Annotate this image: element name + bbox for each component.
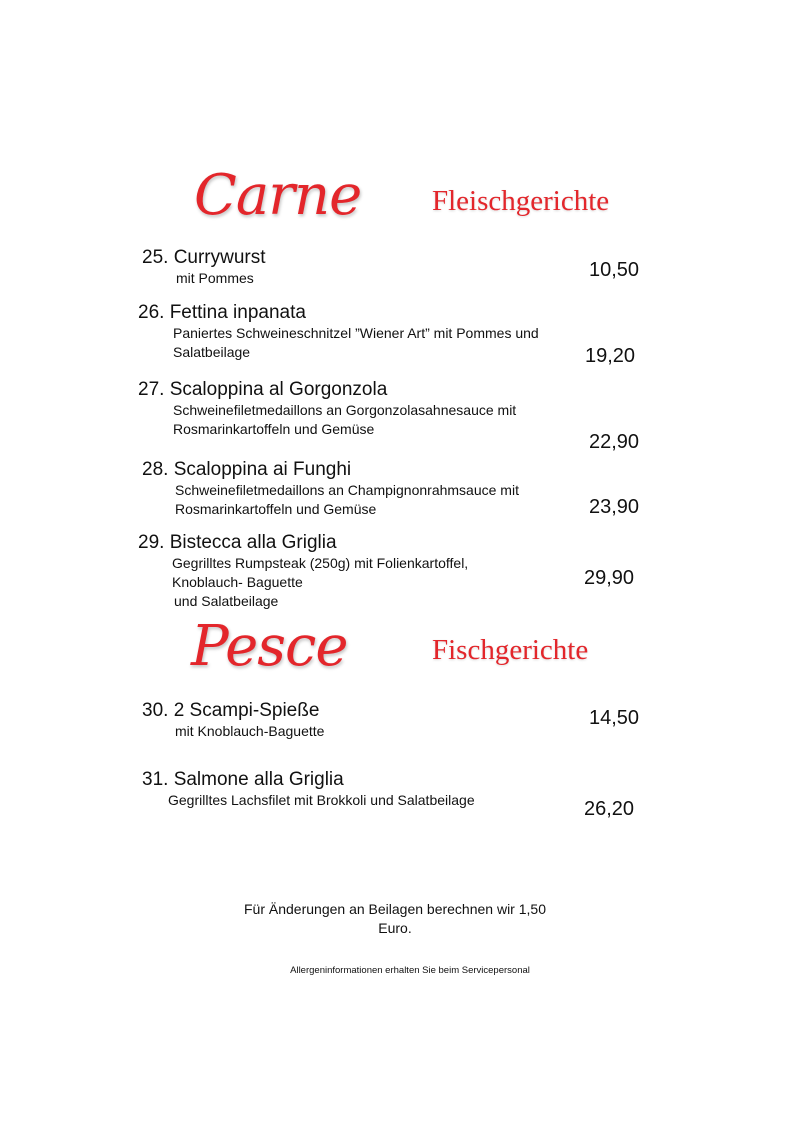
section-subtitle-fleischgerichte: Fleischgerichte bbox=[432, 185, 610, 217]
dish-price: 29,90 bbox=[584, 567, 635, 589]
dish-description: Paniertes Schweineschnitzel ”Wiener Art” mit Pommes und Salatbeilage bbox=[173, 325, 539, 360]
dish-price: 19,20 bbox=[585, 345, 636, 367]
dish-name: 25. Currywurst bbox=[142, 247, 266, 268]
dish-name: 31. Salmone alla Griglia bbox=[142, 769, 344, 790]
dish-price: 23,90 bbox=[589, 496, 640, 518]
dish-description: mit Pommes bbox=[176, 270, 254, 286]
allergen-note: Allergeninformationen erhalten Sie beim Servicepersonal bbox=[290, 965, 530, 976]
dish-price: 22,90 bbox=[589, 431, 640, 453]
dish-name: 30. 2 Scampi-Spieße bbox=[142, 700, 320, 721]
dish-name: 27. Scaloppina al Gorgonzola bbox=[138, 379, 388, 400]
dish-description: Gegrilltes Rumpsteak (250g) mit Folienkartoffel, Knoblauch- Baguette und Salatbeilage bbox=[172, 555, 469, 609]
menu-item bbox=[138, 379, 516, 439]
dish-price: 26,20 bbox=[584, 798, 635, 820]
beilagen-note: Für Änderungen an Beilagen berechnen wir 1,50 Euro. bbox=[244, 901, 546, 936]
section-title-pesce: Pesce bbox=[191, 614, 348, 679]
dish-description: Schweinefiletmedaillons an Gorgonzolasahnesauce mit Rosmarinkartoffeln und Gemüse bbox=[173, 402, 517, 437]
dish-description: Gegrilltes Lachsfilet mit Brokkoli und Salatbeilage bbox=[168, 792, 475, 808]
menu-item bbox=[138, 532, 468, 611]
dish-description: mit Knoblauch-Baguette bbox=[175, 723, 325, 739]
dish-name: 28. Scaloppina ai Funghi bbox=[142, 459, 352, 480]
dish-price: 10,50 bbox=[589, 259, 640, 281]
dish-description: Schweinefiletmedaillons an Champignonrahmsauce mit Rosmarinkartoffeln und Gemüse bbox=[175, 482, 519, 517]
dish-name: 29. Bistecca alla Griglia bbox=[138, 532, 337, 553]
dish-name: 26. Fettina inpanata bbox=[138, 302, 306, 323]
menu-item bbox=[142, 700, 324, 741]
menu-item bbox=[142, 459, 519, 519]
section-title-carne: Carne bbox=[194, 163, 362, 228]
menu-item bbox=[138, 302, 539, 362]
menu-item bbox=[142, 247, 266, 288]
section-subtitle-fischgerichte: Fischgerichte bbox=[432, 634, 589, 666]
menu-item bbox=[142, 769, 475, 810]
dish-price: 14,50 bbox=[589, 707, 640, 729]
